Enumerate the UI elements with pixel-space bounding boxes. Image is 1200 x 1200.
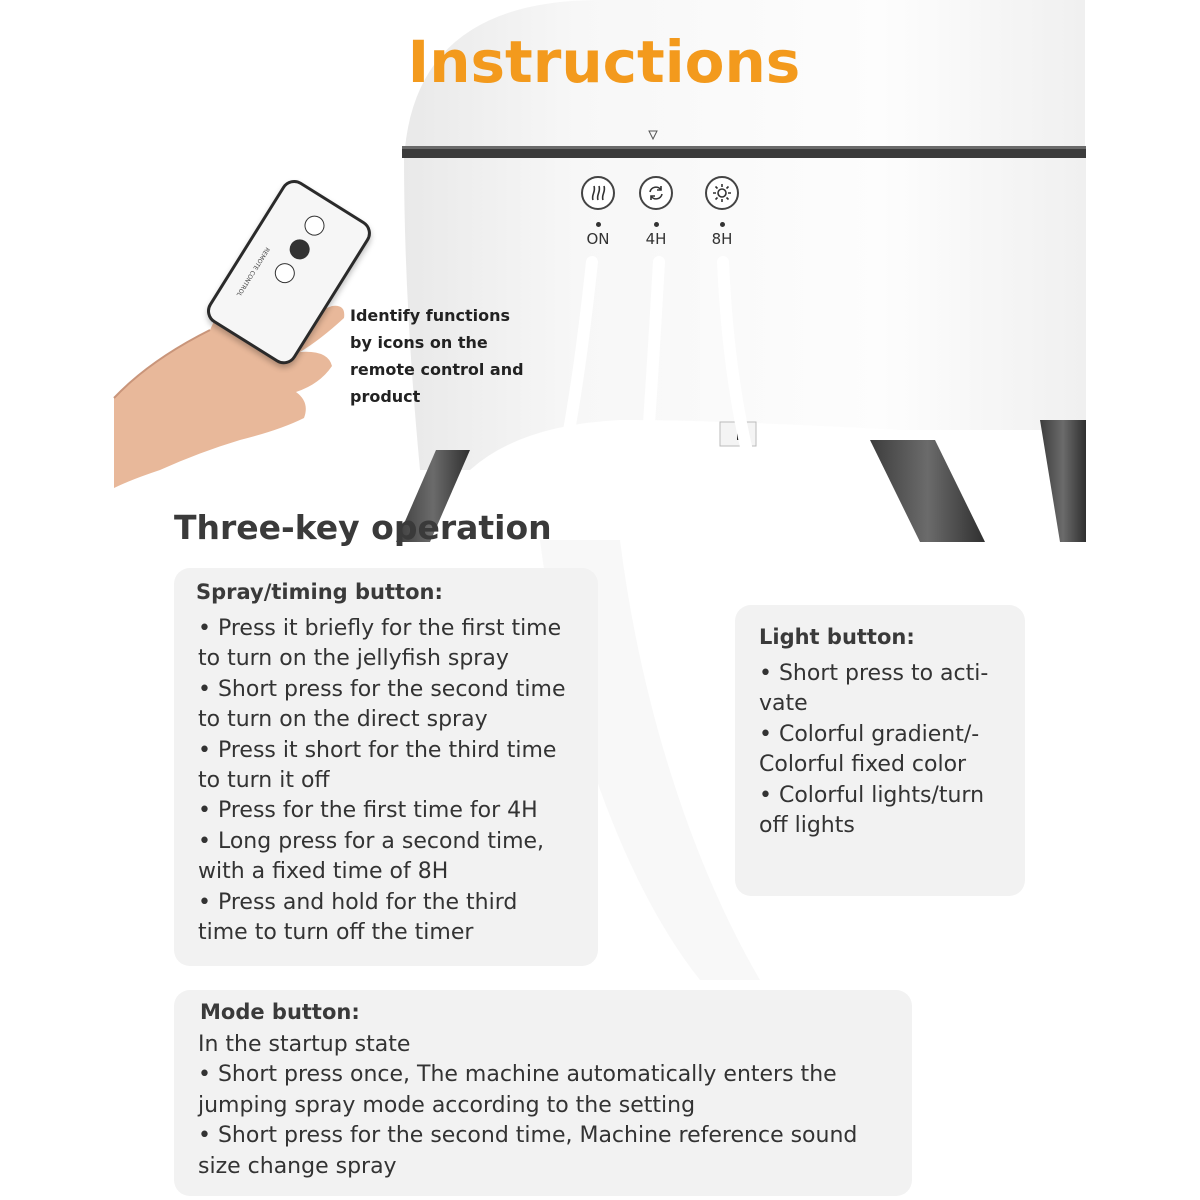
button-label: 8H [711, 230, 733, 248]
card-body [759, 659, 1017, 841]
card-line: • Press it briefly for the first time [198, 616, 562, 641]
device-button-light[interactable] [702, 176, 742, 248]
card-heading: Mode button: [200, 1000, 360, 1024]
card-line: • Short press once, The machine automatically enters the [198, 1062, 837, 1088]
mode-button-card [174, 990, 912, 1196]
card-line: • Short press for the second time [198, 676, 566, 702]
mode-cycle-icon [639, 176, 673, 210]
card-line: • Short press to acti- [759, 661, 989, 686]
card-body [198, 614, 588, 948]
indicator-dot [596, 222, 601, 227]
card-line: to turn it off [198, 768, 330, 794]
card-line: size change spray [198, 1153, 397, 1179]
card-heading: Light button: [759, 625, 915, 649]
card-line: jumping spray mode according to the setting [198, 1092, 696, 1118]
card-line: to turn on the jellyfish spray [198, 646, 509, 672]
light-sun-icon [705, 176, 739, 210]
card-line: In the startup state [198, 1032, 411, 1057]
side-note-line: by icons on the [350, 333, 488, 352]
device-button-mode[interactable] [636, 176, 676, 248]
card-line: • Colorful gradient/- [759, 721, 980, 747]
card-body [198, 1030, 898, 1182]
indicator-dot [720, 222, 725, 227]
section-title: Three-key operation [174, 508, 552, 547]
card-line: • Press and hold for the third [198, 889, 518, 915]
card-line: Colorful fixed color [759, 752, 967, 778]
card-line: time to turn off the timer [198, 920, 474, 946]
card-line: off lights [759, 813, 855, 839]
card-line: • Long press for a second time, [198, 828, 545, 854]
card-line: • Colorful lights/turn [759, 782, 985, 808]
device-button-spray[interactable] [578, 176, 618, 248]
side-note [350, 302, 540, 410]
button-label: 4H [645, 230, 667, 248]
side-note-line: Identify functions [350, 306, 511, 325]
spray-timing-card [174, 568, 598, 966]
card-line: with a fixed time of 8H [198, 859, 449, 885]
page-title: Instructions [407, 28, 801, 96]
card-heading: Spray/timing button: [196, 580, 443, 604]
card-line: to turn on the direct spray [198, 707, 488, 733]
indicator-dot [654, 222, 659, 227]
side-note-line: product [350, 387, 421, 406]
remote-label: REMOTE CONTROL [234, 245, 271, 298]
spray-icon [581, 176, 615, 210]
card-line: • Short press for the second time, Machine reference sound [198, 1123, 858, 1149]
card-line: • Press for the first time for 4H [198, 798, 538, 824]
button-label: ON [586, 230, 610, 248]
side-note-line: remote control and [350, 360, 524, 379]
light-button-card [735, 605, 1025, 896]
card-line: • Press it short for the third time [198, 737, 557, 763]
card-line: vate [759, 691, 808, 717]
